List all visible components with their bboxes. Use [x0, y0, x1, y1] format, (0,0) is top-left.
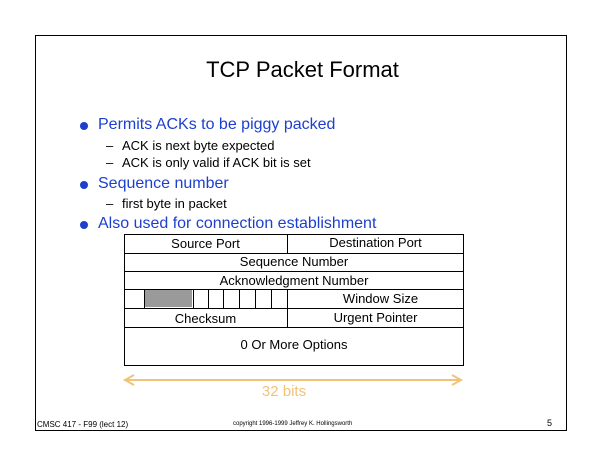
acknowledgment-number-field: Acknowledgment Number: [219, 273, 369, 288]
table-line: [208, 289, 209, 308]
table-line: [271, 289, 272, 308]
sub-bullet-text: ACK is only valid if ACK bit is set: [122, 155, 311, 170]
bullet-dot-icon: [80, 221, 88, 229]
copyright-footer: copyright 1996-1999 Jeffrey K. Hollingsworth: [233, 421, 353, 427]
source-port-field: Source Port: [171, 236, 240, 251]
bullet-text: Also used for connection establishment: [98, 215, 377, 232]
sub-bullet: [106, 138, 274, 153]
bullet-text: Sequence number: [98, 175, 229, 192]
table-line: [193, 289, 194, 308]
course-footer: CMSC 417 - F99 (lect 12): [37, 420, 129, 429]
bullet-text: Permits ACKs to be piggy packed: [98, 116, 336, 133]
header-length-field: [145, 290, 192, 307]
page-number: 5: [547, 418, 553, 428]
dash-icon: –: [106, 138, 114, 153]
slide-title: TCP Packet Format: [206, 57, 399, 82]
dash-icon: –: [106, 196, 114, 211]
sub-bullet: [106, 196, 227, 211]
table-line: [223, 289, 224, 308]
sub-bullet-text: ACK is next byte expected: [122, 138, 275, 153]
table-line: [124, 271, 464, 272]
destination-port-field: Destination Port: [329, 235, 422, 250]
options-field: 0 Or More Options: [240, 337, 348, 352]
window-size-field: Window Size: [342, 291, 419, 306]
dash-icon: –: [106, 155, 114, 170]
table-line: [255, 289, 256, 308]
table-line: [239, 289, 240, 308]
table-line: [124, 365, 464, 366]
sub-bullet: [106, 155, 311, 170]
table-line: [124, 308, 464, 309]
bullet-dot-icon: [80, 181, 88, 189]
width-label: 32 bits: [261, 383, 307, 400]
table-line: [124, 327, 464, 328]
sequence-number-field: Sequence Number: [239, 254, 349, 269]
sub-bullet-text: first byte in packet: [122, 196, 227, 211]
checksum-field: Checksum: [174, 311, 237, 326]
bullet-dot-icon: [80, 122, 88, 130]
urgent-pointer-field: Urgent Pointer: [333, 310, 418, 325]
